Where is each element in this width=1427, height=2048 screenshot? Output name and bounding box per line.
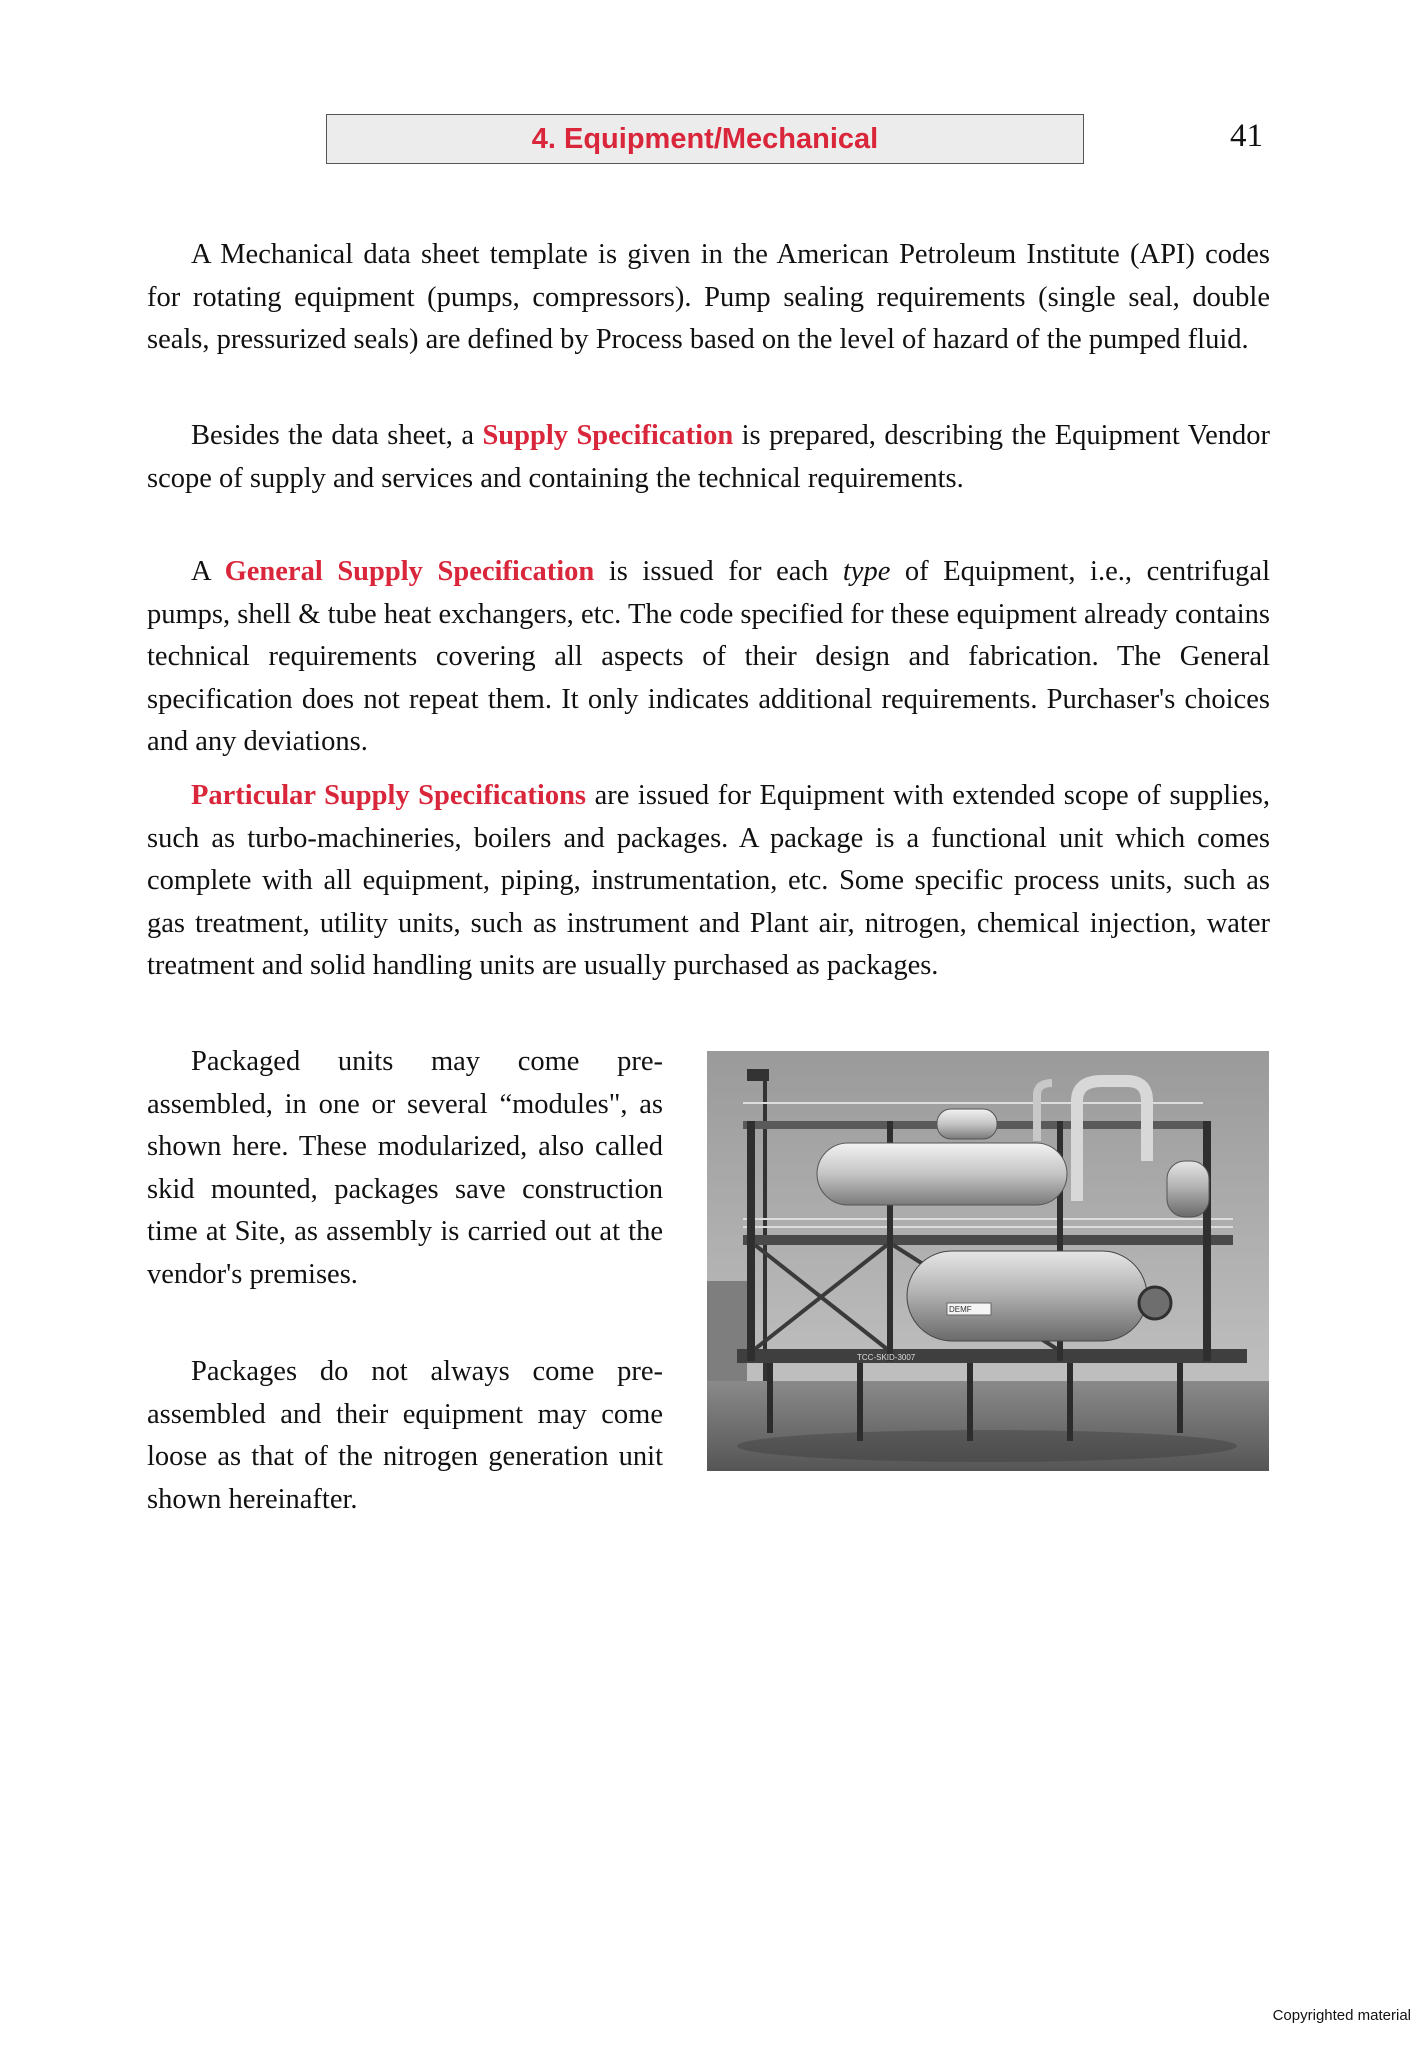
paragraph-particular-supply-specifications (147, 775, 1270, 988)
chapter-header-box (326, 114, 1084, 164)
text: Besides the data sheet, a (191, 420, 483, 451)
text: is prepared, describing the Equipment Vendor scope of supply and services and containing the technical requirements. (147, 420, 1271, 494)
paragraph-api-datasheet: A Mechanical data sheet template is given in the American Petroleum Institute (API) codes for rotating equipment (pumps, compressors). Pump sealing requirements (single seal, double seals, pressurized seals) are defined by Process based on the level of hazard of the pumped fluid. (147, 239, 1270, 355)
paragraph-packaged-units: Packaged units may come pre-assembled, in one or several “modules", as shown here. These modularized, also called skid mounted, packages save construction time at Site, as assembly is carried out at the vendor's premises. (147, 1046, 663, 1290)
italic-type: type (842, 556, 891, 587)
highlight-supply-specification: Supply Specification (482, 420, 734, 451)
text: are issued for Equipment with extended scope of supplies, such as turbo-machineries, boilers and packages. A package is a functional unit which comes complete with all equipment, piping, instrumentation, etc. Some specific process units, such as gas treatment, utility units, such as instrument and Plant air, nitrogen, chemical injection, water treatment and solid handling units are usually purchased as packages. (147, 780, 1270, 981)
page-number: 41 (1230, 118, 1263, 154)
text: of Equipment, i.e., centrifugal pumps, shell & tube heat exchangers, etc. The code specified for these equipment already contains technical requirements covering all aspects of their design and fabrication. The General specification does not repeat them. It only indicates additional requirements. Purchaser's choices and any deviations. (147, 556, 1270, 757)
text: is issued for each (594, 556, 843, 587)
copyright-notice: Copyrighted material (1272, 2007, 1411, 2024)
text: A (191, 556, 225, 587)
paragraph-packages-loose: Packages do not always come pre-assembled and their equipment may come loose as that of the nitrogen generation unit shown hereinafter. (147, 1356, 663, 1515)
chapter-title: 4. Equipment/Mechanical (531, 122, 879, 155)
highlight-particular-supply-specifications: Particular Supply Specifications (191, 780, 587, 811)
paragraph-supply-specification (147, 415, 1270, 500)
vessel-label: DEMF (949, 1305, 972, 1314)
skid-label: TCC-SKID-3007 (857, 1353, 916, 1362)
skid-package-photo (707, 1051, 1269, 1471)
highlight-general-supply-specification: General Supply Specification (224, 556, 595, 587)
paragraph-general-supply-specification (147, 551, 1270, 764)
